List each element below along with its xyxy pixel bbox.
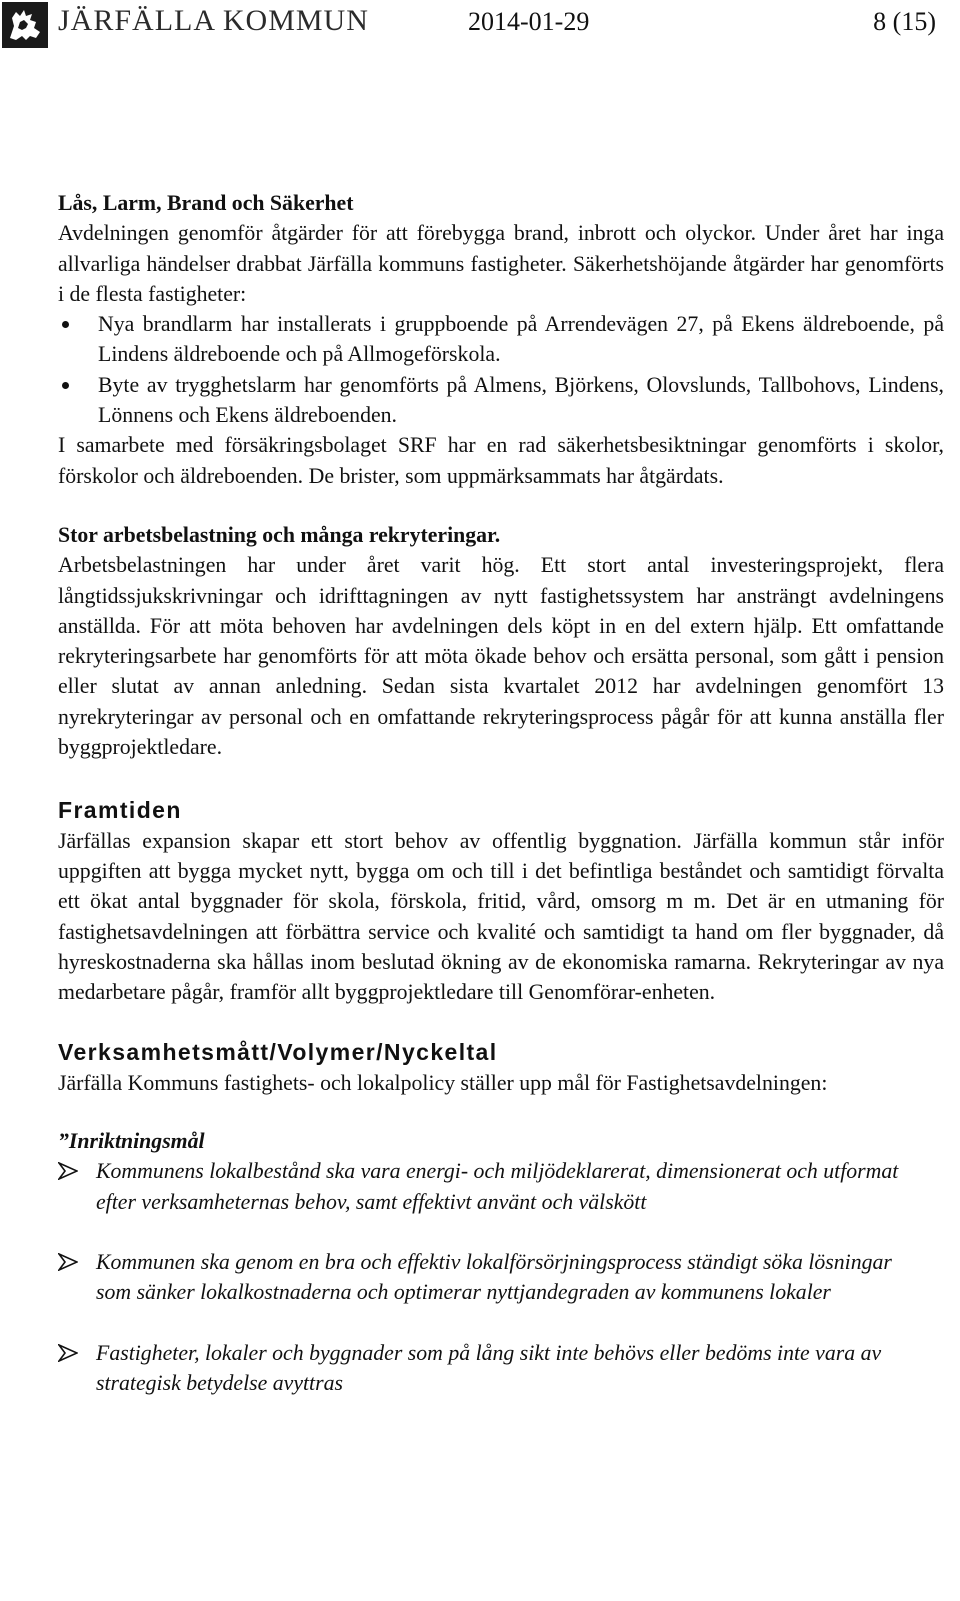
goals-list [58, 1156, 944, 1398]
arrow-bullet-icon [58, 1344, 78, 1362]
goal-text: Kommunens lokalbestånd ska vara energi- och miljödeklarerat, dimensionerat och utformat efter verksamheternas behov, samt effektivt använt och välskött [96, 1159, 899, 1214]
security-intro: Avdelningen genomför åtgärder för att förebygga brand, inbrott och olyckor. Under året har inga allvarliga händelser drabbat Järfälla kommuns fastigheter. Säkerhetshöjande åtgärder har genomförts i de flesta fastigheter: [58, 221, 944, 306]
goal-text: Kommunen ska genom en bra och effektiv lokalförsörjningsprocess ständigt söka lösningar som sänker lokalkostnaderna och optimerar nyttjandegraden av kommunens lokaler [96, 1249, 892, 1305]
page-header [0, 0, 960, 48]
arrow-bullet-icon [58, 1253, 78, 1271]
document-date: 2014-01-29 [468, 7, 590, 36]
page-number: 8 (15) [873, 7, 936, 36]
bullet-text: Nya brandlarm har installerats i gruppboende på Arrendevägen 27, på Ekens äldreboende, på Lindens äldreboende och på Allmogeförskola. [98, 312, 944, 367]
bullet-icon [62, 321, 69, 328]
list-item [58, 370, 944, 431]
bullet-text: Byte av trygghetslarm har genomförts på Almens, Björkens, Olovslunds, Tallbohovs, Lindens, Lönnens och Ekens äldreboenden. [98, 372, 944, 428]
metrics-heading: Verksamhetsmått/Volymer/Nyckeltal [58, 1039, 498, 1066]
document-body [58, 188, 944, 1428]
workload-heading: Stor arbetsbelastning och många rekryteringar. [58, 522, 501, 547]
list-item [58, 309, 944, 370]
goals-heading: ”Inriktningsmål [58, 1129, 205, 1154]
list-item [58, 1156, 944, 1217]
future-body: Järfällas expansion skapar ett stort behov av offentlig byggnation. Järfälla kommun står inför uppgiften att bygga mycket nytt, bygga om och till i det befintliga beståndet och samtidigt förvalta ett ökat antal byggnader för skola, förskola, fritid, vård, omsorg m m. Det är en utmaning för fastighetsavdelningen att förbättra service och kvalité och samtidigt ta hand om fler byggnader, då hyreskostnaderna ska hållas inom beslutad ökning av de ekonomiska ramarna. Rekryteringar av nya medarbetare pågår, framför allt byggprojektledare till Genomförar-enheten. [58, 828, 944, 1005]
security-outro: I samarbete med försäkringsbolaget SRF har en rad säkerhetsbesiktningar genomförts i skolor, förskolor och äldreboenden. De brister, som uppmärksammats har åtgärdats. [58, 433, 944, 488]
goal-text: Fastigheter, lokaler och byggnader som på lång sikt inte behövs eller bedöms inte vara av strategisk betydelse avyttras [96, 1340, 882, 1395]
workload-body: Arbetsbelastningen har under året varit hög. Ett stort antal investeringsprojekt, flera långtidssjukskrivningar och idrifttagningen av nytt fastighetssystem har ansträngt avdelningens anställda. För att möta behoven har avdelningen dels köpt in en del extern hjälp. Ett omfattande rekryteringsarbete har genomförts för att möta ökade behov och ersätta personal, som gått i pension eller slutat av annan anledning. Sedan sista kvartalet 2012 har avdelningen genomfört 13 nyrekryteringar av personal och en omfattande rekryteringsprocess pågår för att kunna anställa fler byggprojektledare. [58, 553, 944, 760]
bullet-icon [62, 382, 69, 389]
future-heading: Framtiden [58, 797, 182, 824]
security-heading: Lås, Larm, Brand och Säkerhet [58, 191, 354, 215]
arrow-bullet-icon [58, 1162, 78, 1180]
metrics-body: Järfälla Kommuns fastighets- och lokalpolicy ställer upp mål för Fastighetsavdelningen: [58, 1070, 828, 1095]
list-item [58, 1247, 944, 1308]
municipality-name: JÄRFÄLLA KOMMUN [58, 4, 369, 37]
jarfalla-crest-icon [2, 2, 48, 48]
security-bullet-list [58, 309, 944, 430]
list-item [58, 1338, 944, 1399]
